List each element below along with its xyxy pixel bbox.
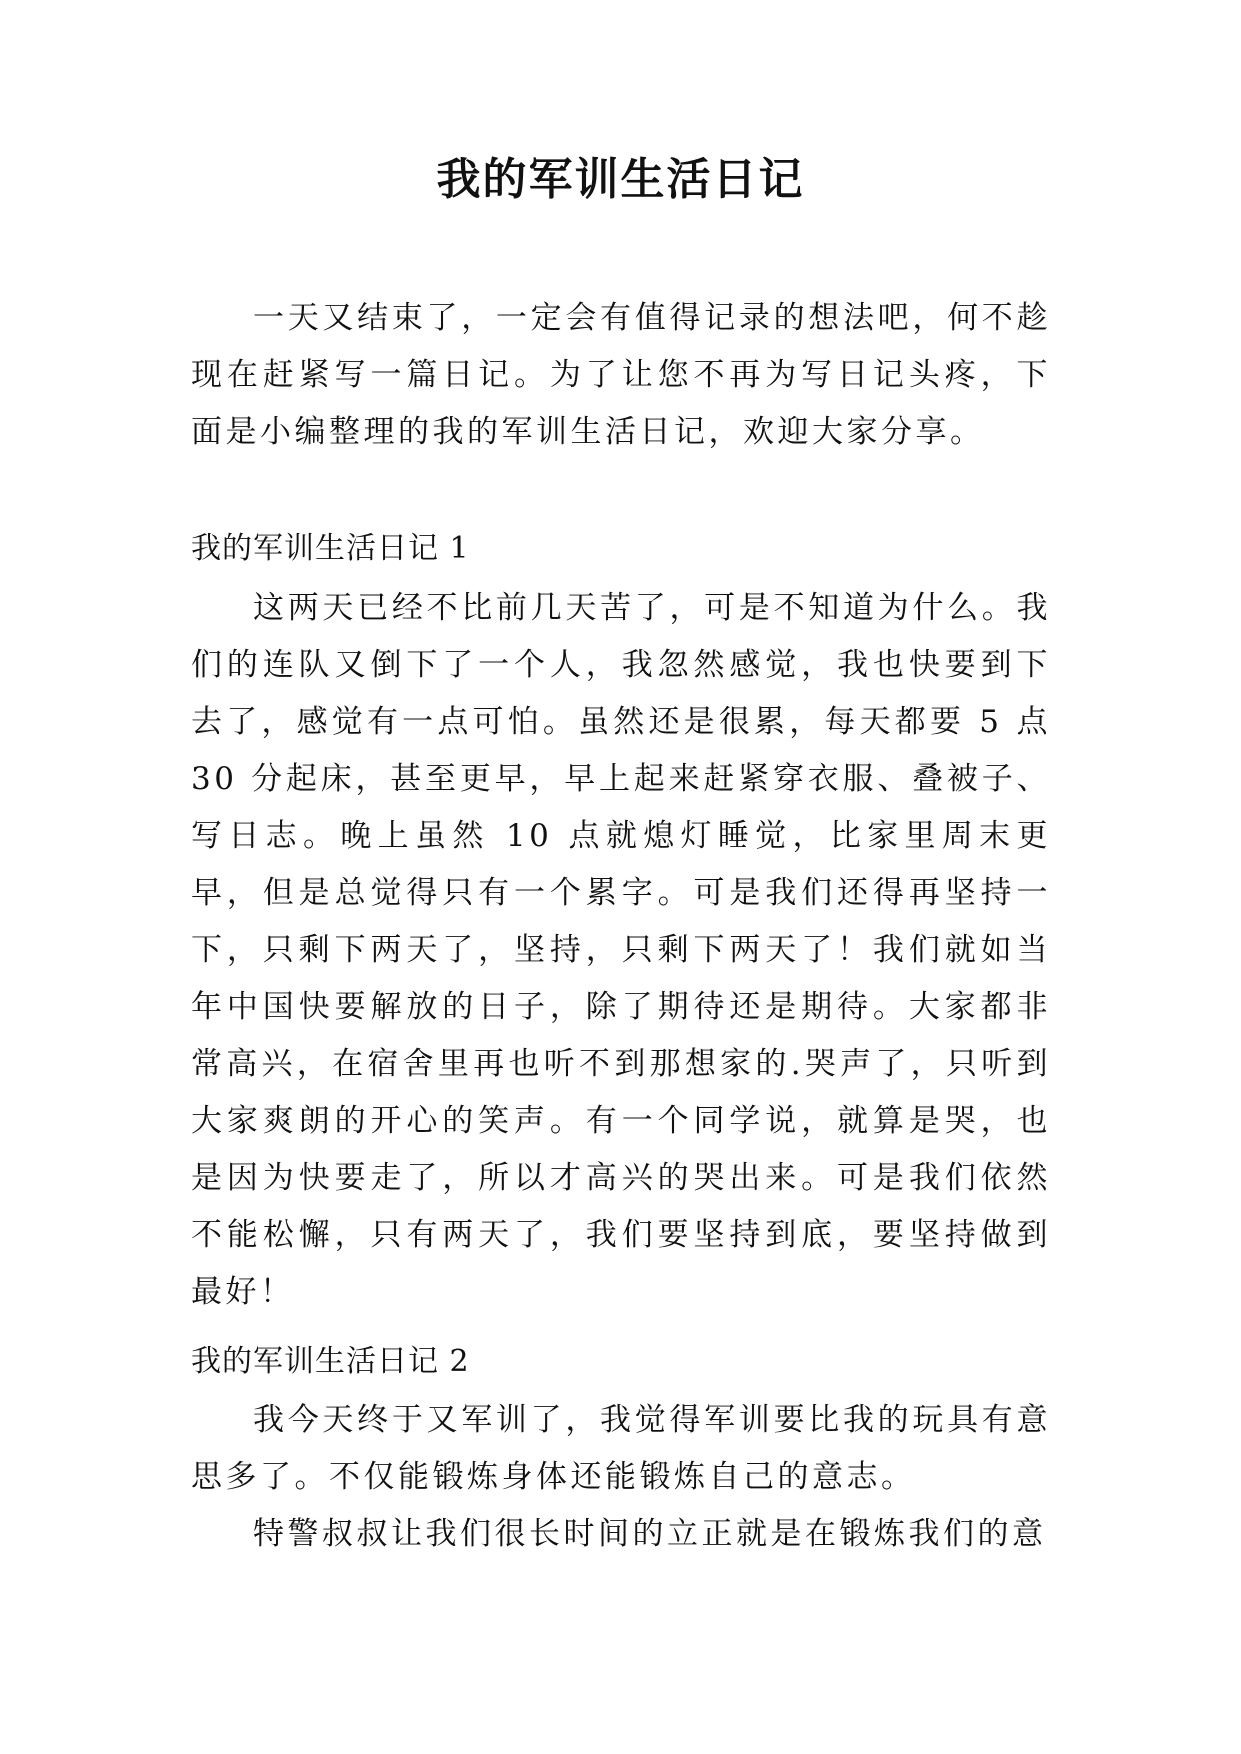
section-1-body (191, 580, 1051, 1321)
section-2-body (191, 1392, 1051, 1563)
intro-paragraph: 一天又结束了，一定会有值得记录的想法吧，何不趁现在赶紧写一篇日记。为了让您不再为写日记头疼，下面是小编整理的我的军训生活日记，欢迎大家分享。 (191, 300, 1051, 450)
section-paragraph: 特警叔叔让我们很长时间的立正就是在锻炼我们的意 (253, 1516, 1047, 1552)
document-title: 我的军训生活日记 (436, 154, 805, 205)
section-paragraph: 这两天已经不比前几天苦了，可是不知道为什么。我们的连队又倒下了一个人，我忽然感觉，我也快要到下去了，感觉有一点可怕。虽然还是很累，每天都要 5 点 30 分起床，甚至更早，早上起来赶紧穿衣服、叠被子、写日志。晚上虽然 10 点就熄灯睡觉，比家里周末更早，但是总觉得只有一个累字。可是我们还得再坚持一下，只剩下两天了，坚持，只剩下两天了！我们就如当年中国快要解放的日子，除了期待还是期待。大家都非常高兴，在宿舍里再也听不到那想家的.哭声了，只听到大家爽朗的开心的笑声。有一个同学说，就算是哭，也是因为快要走了，所以才高兴的哭出来。可是我们依然不能松懈，只有两天了，我们要坚持到底，要坚持做到最好！ (191, 590, 1051, 1310)
section-2-heading-block (191, 1333, 1051, 1390)
section-heading: 我的军训生活日记 2 (191, 1344, 470, 1379)
intro-block (191, 290, 1051, 461)
section-heading: 我的军训生活日记 1 (191, 531, 470, 566)
section-1-heading-block (191, 520, 1051, 577)
section-paragraph: 我今天终于又军训了，我觉得军训要比我的玩具有意思多了。不仅能锻炼身体还能锻炼自己的意志。 (191, 1402, 1051, 1495)
